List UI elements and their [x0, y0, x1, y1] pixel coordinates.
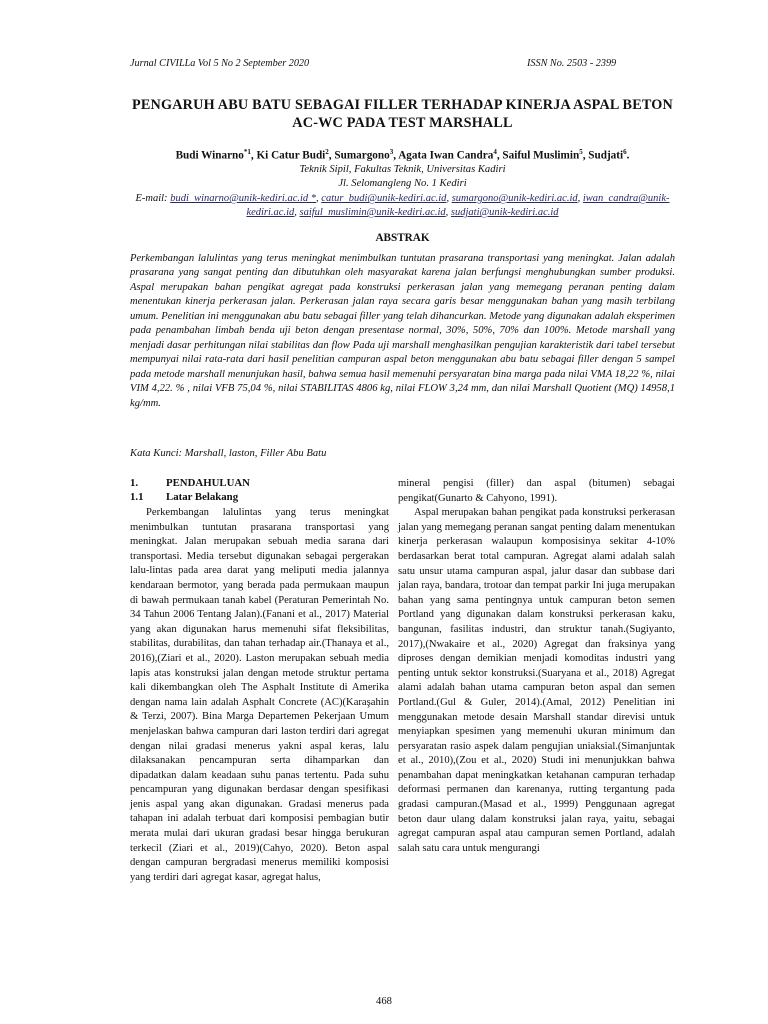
author-mark: *1: [243, 148, 251, 156]
right-column: [398, 477, 675, 856]
email-link[interactable]: sudjati@unik-kediri.ac.id: [450, 207, 559, 218]
author-list: Budi Winarno$^{*1}$, Ki Catur Budi$^2$, Sumargono$^3$, Agata Iwan Candra$^4$, Saiful Muslimin$^5$, Sudjati$^6$.: [175, 148, 630, 162]
author-name: Agata Iwan Candra: [398, 149, 494, 162]
email-label: E-mail:: [135, 193, 168, 204]
author-mark: 3: [389, 148, 394, 156]
paper-title: PENGARUH ABU BATU SEBAGAI FILLER TERHADAP KINERJA ASPAL BETON AC-WC PADA TEST MARSHALL: [132, 97, 673, 131]
left-column: [130, 506, 389, 885]
section-number: 1.: [130, 477, 139, 489]
body-paragraph: mineral pengisi (filler) dan aspal (bitumen) sebagai pengikat(Gunarto & Cahyono, 1991).: [398, 478, 675, 504]
page-number: 468: [376, 996, 392, 1007]
keywords: Kata Kunci: Marshall, laston, Filler Abu Batu: [130, 448, 327, 459]
subsection-number: 1.1: [130, 491, 144, 503]
abstract-text: Perkembangan lalulintas yang terus meningkat menimbulkan tuntutan prasarana transportasi yang meningkat. Jalan adalah prasarana yang sangat penting dan dibutuhkan oleh masyarakat karena jalan berfungsi menghubungkan sumber produksi. Aspal merupakan bahan pengikat agregat pada konstruksi perkerasan jalan yang memegang peranan penting dalam menentukan kinerja perkerasan jalan. Perkerasan jalan raya secara garis besar menggunakan bahan yang masih terbilang umum. Penelitian ini menggunakan abu batu sebagai filler yang telah dihancurkan. Metode yang digunakan adalah eksperimen pada penambahan limbah benda uji beton dengan presentase normal, 30%, 50%, 70% dan 100%. Metode marshall yang menjadi dasar perhitungan nilai stabilitas dan flow Pada uji marshall menghasilkan pengujian karakteristik dari tabel tersebut mempunyai nilai rata-rata dari hasil penelitian campuran aspal beton menggunakan abu batu sebagai filler dengan 5 sampel pada metode marshall menunjukan hasil, bahwa semua hasil memenuhi persyaratan bina marga pada nilai VMA 18,22 %, nilai VIM 4,22. % , nilai VFB 75,04 %, nilai STABILITAS 4806 kg, nilai FLOW 3,24 mm, dan nilai Marshall Quotient (MQ) 14958,1 kg/mm.: [130, 253, 675, 409]
email-link[interactable]: sumargono@unik-kediri.ac.id: [451, 193, 578, 204]
abstract-heading: ABSTRAK: [375, 232, 430, 244]
email-link[interactable]: budi_winarno@unik-kediri.ac.id *: [170, 193, 317, 204]
author-mark: 6: [623, 148, 627, 156]
author-name: Budi Winarno: [175, 149, 244, 162]
section-title: PENDAHULUAN: [166, 477, 250, 489]
journal-header: Jurnal CIVILLa Vol 5 No 2 September 2020: [130, 58, 310, 69]
author-name: Sudjati: [588, 149, 624, 162]
subsection-title: Latar Belakang: [166, 491, 239, 503]
body-paragraph: Perkembangan lalulintas yang terus meningkat menimbulkan tuntutan prasarana transportasi yang meningkat. Jalan merupakan sebuah media sarana dari transportasi. Media tersebut digunakan sebagai pergerakan lalu-lintas pada area darat yang meliputi media jalannya kendaraan bermotor, yang berada pada permukaan maupun di bawah permukaan tanah kabel (Peraturan Pemerintah No. 34 Tahun 2006 Tentang Jalan).(Fanani et al., 2017) Material yang akan digunakan harus memenuhi sifat fleksibilitas, stabilitas, durabilitas, dan tahan terhadap air.(Thanaya et al., 2016),(Ziari et al., 2020). Laston merupakan sebuah media lapis atas konstruksi jalan dengan metode struktur pertama kali dikembangkan oleh The Asphalt Institute di Amerika dengan nama lain adalah Asphalt Concrete (AC)(Karaşahin & Terzi, 2007). Bina Marga Departemen Pekerjaan Umum menjelaskan bahwa campuran dari laston terdiri dari agregat dengan nilai gradasi menerus yakni aspal keras, lalu dilaksanakan pencampuran serta dihamparkan dan dipadatkan dalam keadaan suhu panas tertentu. Pada suhu pencampuran yang digunakan berdasar dengan spesifikasi jenis aspal yang akan digunakan. Gradasi menerus pada tahapan ini adalah terbuat dari komposisi pembagian butir merata mulai dari ukuran gradasi besar hingga berukuran terkecil (Ziari et al., 2019)(Cahyo, 2020). Beton aspal dengan campuran bergradasi menerus memiliki komposisi yang terdiri dari agregat kasar, agregat halus,: [130, 507, 389, 883]
affiliation-address: Jl. Selomangleng No. 1 Kediri: [338, 178, 467, 189]
email-link[interactable]: catur_budi@unik-kediri.ac.id: [321, 193, 447, 204]
email-link[interactable]: saiful_muslimin@unik-kediri.ac.id: [299, 207, 446, 218]
author-mark: 5: [579, 148, 583, 156]
email-link[interactable]: iwan_candra@unik-kediri.ac.id: [246, 193, 670, 218]
author-mark: 2: [325, 148, 329, 156]
author-name: Saiful Muslimin: [502, 149, 580, 162]
author-name: Ki Catur Budi: [256, 149, 326, 162]
body-paragraph: Aspal merupakan bahan pengikat pada konstruksi perkerasan jalan yang memegang peranan sangat penting dalam menentukan kinerja perkerasan walaupun komposisinya sekitar 4-10% berdasarkan berat total campuran. Agregat alami adalah salah satu unsur utama campuran aspal, jalur dasar dan subbase dari jalan raya, bandara, trotoar dan tempat parkir Ini juga merupakan bahan yang sama pentingnya untuk campuran beton semen Portland yang digunakan dalam konstruksi perkerasan kaku, bangunan, fasilitas industri, dan struktur tanah.(Sugiyanto, 2017),(Nwakaire et al., 2020) Agregat dan fraksinya yang diproses dengan demikian menjadi komoditas industri yang penting untuk sektor konstruksi.(Suaryana et al., 2018) Agregat alami adalah bahan utama campuran beton aspal dan semen Portland.(Gul & Guler, 2014).(Amal, 2012) Penelitian ini menggunakan metode desain Marshall standar direvisi untuk menyiapkan spesimen yang memenuhi ukuran minimum dan persyaratan rasio aspek dalam pengujian uniaksial.(Simanjuntak et al., 2010),(Zou et al., 2020) Studi ini menunjukkan bahwa penambahan dapat meningkatkan ketahanan campuran terhadap deformasi permanen dan karenanya, rutting tergantung pada gradasi campuran.(Masad et al., 1999) Penggunaan agregat beton daur ulang dalam konstruksi jalan raya, yaitu, sebagai agregat campuran aspal atau campuran semen Portland, adalah salah satu cara untuk mengurangi: [398, 507, 675, 854]
author-mark: 4: [493, 148, 497, 156]
email-list: E-mail: budi_winarno@unik-kediri.ac.id *, catur_budi@unik-kediri.ac.id, sumargono@unik-kediri.ac.id, iwan_candra@unik-kediri.ac.id, saiful_muslimin@unik-kediri.ac.id, sudjati@unik-kediri.ac.id: [135, 193, 670, 218]
issn-header: ISSN No. 2503 - 2399: [527, 58, 617, 69]
affiliation-institution: Teknik Sipil, Fakultas Teknik, Universitas Kadiri: [299, 164, 506, 175]
author-name: Sumargono: [334, 149, 390, 162]
